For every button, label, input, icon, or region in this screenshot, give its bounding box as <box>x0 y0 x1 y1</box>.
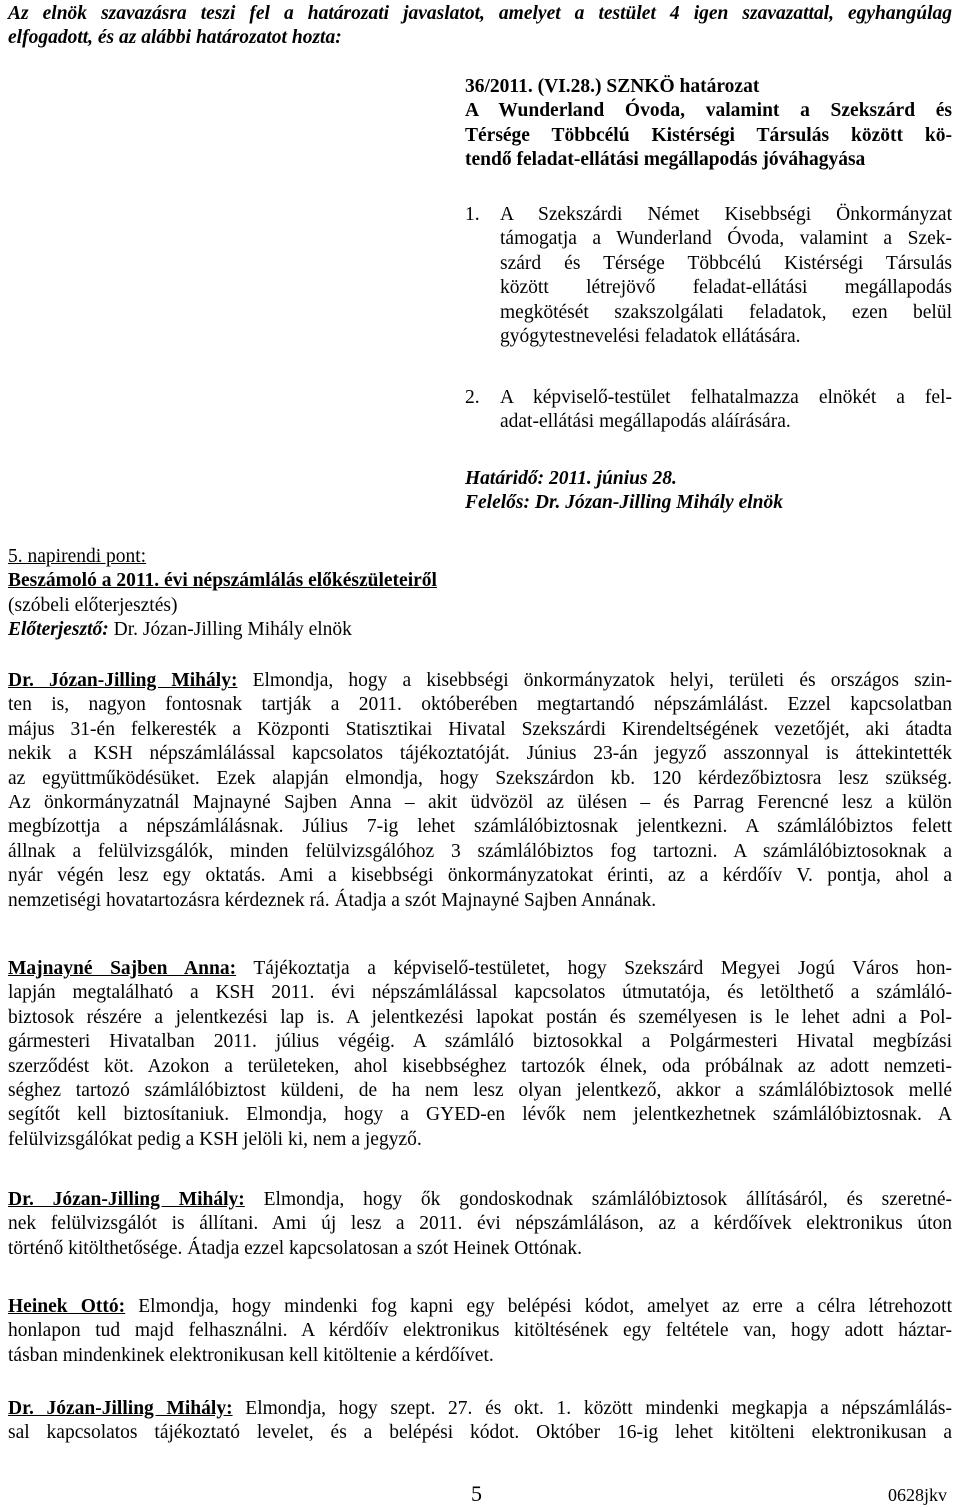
presenter-name: Dr. Józan-Jilling Mihály elnök <box>113 619 352 641</box>
para-line: felülvizsgálókat pedig a KSH jelöli ki, nem a jegyző. <box>8 1128 422 1150</box>
para-line: nemzetiségi hovatartozásra kérdeznek rá. Átadja a szót Majnayné Sajben Annának. <box>8 889 657 911</box>
deadline-block <box>465 467 783 516</box>
resolution-title-line: Térsége Többcélú Kistérségi Társulás között kö- <box>465 124 952 146</box>
para-line: nek felülvizsgálót is állítani. Ami új lesz a 2011. évi népszámláláson, az a kérdőívek elektronikus úton <box>8 1213 952 1235</box>
para-line: történő kitölthetősége. Átadja ezzel kapcsolatosan a szót Heinek Ottónak. <box>8 1237 582 1259</box>
para-line: Elmondja, hogy mindenki fog kapni egy belépési kódot, amelyet az erre a célra létrehozott <box>138 1296 953 1317</box>
para-line: tásban mindenkinek elektronikusan kell kitöltenie a kérdőívet. <box>8 1344 494 1366</box>
resolution-title-line: tendő feladat-ellátási megállapodás jóváhagyása <box>465 149 866 171</box>
item-line: megkötését szakszolgálati feladatok, ezen belül <box>500 301 952 323</box>
para-line: sal kapcsolatos tájékoztató levelet, és a belépési kódot. Október 16-ig lehet kitölteni elektronikusan a <box>8 1422 952 1444</box>
para-line: nyár végén lesz egy oktatás. Ami a kisebbségi önkormányzatokat érinti, az a kérdőív V. pontja, ahol a <box>8 865 952 887</box>
para-line: Elmondja, hogy szept. 27. és okt. 1. között mindenki megkapja a népszámlálás- <box>245 1398 952 1419</box>
para-line: az együttműködésüket. Ezek alapján elmondja, hogy Szekszárdon kb. 120 kérdezőbiztosra lesz szükség. <box>8 767 952 789</box>
item-line: támogatja a Wunderland Óvoda, valamint a Szek- <box>500 228 952 250</box>
item-line: között létrejövő feladat-ellátási megállapodás <box>500 277 952 299</box>
speaker-name: Dr. Józan-Jilling Mihály: <box>8 670 238 691</box>
item-line: A képviselő-testület felhatalmazza elnökét a fel- <box>500 387 952 408</box>
speaker-name: Heinek Ottó: <box>8 1296 126 1317</box>
item-line: A Szekszárdi Német Kisebbségi Önkormányzat <box>500 204 952 225</box>
para-line: nekik a KSH népszámlálással kapcsolatos tájékoztatóját. Június 23-án jegyző asszonnyal is áttekintették <box>8 743 952 765</box>
intro-line: Az elnök szavazásra teszi fel a határozati javaslatot, amelyet a testület 4 igen szavazattal, egyhangúlag <box>8 3 952 24</box>
para-line: Elmondja, hogy ők gondoskodnak számlálóbiztosok állításáról, és szeretné- <box>263 1189 952 1210</box>
resolution-item <box>465 386 952 435</box>
speech-paragraph <box>8 957 952 1152</box>
para-line: szerződést köt. Azokon a területeken, ahol kisebbséghez tartozók élnek, oda próbálnak az adott nemzeti- <box>8 1055 952 1077</box>
resolution-heading <box>465 75 952 173</box>
item-line: adat-ellátási megállapodás aláírására. <box>500 411 791 433</box>
agenda-point: 5. napirendi pont: <box>8 546 147 567</box>
speaker-name: Majnayné Sajben Anna: <box>8 958 237 979</box>
agenda-title: Beszámoló a 2011. évi népszámlálás előkészületeiről <box>8 570 437 592</box>
deadline: Határidő: 2011. június 28. <box>465 468 677 489</box>
agenda-block <box>8 545 608 643</box>
resolution-title-line: A Wunderland Óvoda, valamint a Szekszárd és <box>465 100 952 122</box>
item-number: 2. <box>465 387 480 408</box>
speech-paragraph <box>8 669 952 913</box>
resolution-number: 36/2011. (VI.28.) SZNKÖ határozat <box>465 76 760 97</box>
speaker-name: Dr. Józan-Jilling Mihály: <box>8 1398 233 1419</box>
para-line: megbízottja a népszámlálásnak. Július 7-ig lehet számlálóbiztosnak jelentkezni. A számlálóbiztos felett <box>8 816 952 838</box>
agenda-type: (szóbeli előterjesztés) <box>8 594 178 616</box>
item-line: gyógytestnevelési feladatok ellátására. <box>500 326 801 348</box>
document-code: 0628jkv <box>888 1485 948 1505</box>
intro-text <box>8 2 952 51</box>
para-line: Elmondja, hogy a kisebbségi önkormányzatok helyi, területi és országos szin- <box>252 670 952 691</box>
para-line: állnak a felülvizsgálók, minden felülvizsgálóhoz 3 számlálóbiztos fog tartozni. A számlálóbiztosoknak a <box>8 840 952 862</box>
para-line: Az önkormányzatnál Majnayné Sajben Anna – akit üdvözöl az ülésen – és Parrag Ferencné lesz a külön <box>8 792 952 814</box>
para-line: gármesteri Hivatalban 2011. július végéig. A számláló biztosokkal a Polgármesteri Hivatal megbízási <box>8 1031 952 1053</box>
page-number: 5 <box>471 1481 482 1506</box>
speech-paragraph <box>8 1295 952 1368</box>
item-line: szárd és Térsége Többcélú Kistérségi Társulás <box>500 252 952 274</box>
para-line: segítőt kell biztosítaniuk. Elmondja, hogy a GYED-en lévők nem jelentkezhetnek számlálóbiztosnak. A <box>8 1104 952 1126</box>
item-number: 1. <box>465 204 480 225</box>
para-line: május 31-én felkeresték a Központi Statisztikai Hivatal Szekszárdi Kirendeltségének vezetőjét, aki átadta <box>8 718 952 740</box>
speech-paragraph <box>8 1188 952 1261</box>
para-line: lapján megtalálható a KSH 2011. évi népszámlálással kapcsolatos útmutatója, és letölthető a számláló- <box>8 982 952 1004</box>
para-line: honlapon tud majd felhasználni. A kérdőív elektronikus kitöltésének egy feltétele van, hogy adott háztar- <box>8 1320 952 1342</box>
para-line: ten is, nagyon fontosnak tartják a 2011. októberében megtartandó népszámlálást. Ezzel kapcsolatban <box>8 694 952 716</box>
para-line: Tájékoztatja a képviselő-testületet, hogy Szekszárd Megyei Jogú Város hon- <box>253 958 952 979</box>
presenter-label: Előterjesztő: <box>8 619 109 641</box>
para-line: biztosok részére a jelentkezési lap is. A jelentkezési lapokat postán és személyesen is le lehet adni a Pol- <box>8 1006 952 1028</box>
speech-paragraph <box>8 1397 952 1446</box>
responsible: Felelős: Dr. Józan-Jilling Mihály elnök <box>465 492 783 514</box>
para-line: séghez tartozó számlálóbiztost küldeni, de ha nem lesz olyan jelentkező, akkor a számlálóbiztosok mellé <box>8 1080 952 1102</box>
resolution-item <box>465 203 952 349</box>
speaker-name: Dr. Józan-Jilling Mihály: <box>8 1189 245 1210</box>
intro-line: elfogadott, és az alábbi határozatot hozta: <box>8 27 342 49</box>
